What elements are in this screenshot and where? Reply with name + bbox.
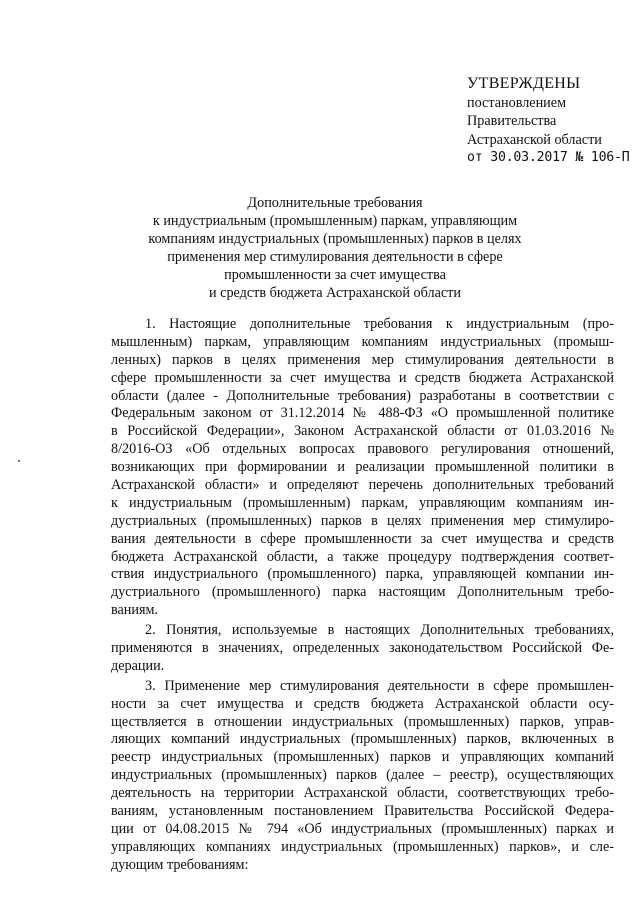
text-line: 2. Понятия, используемые в настоящих Дополнительных требованиях, (145, 622, 614, 639)
text-line: дующим требованиям: (111, 856, 249, 873)
approval-stamp (467, 74, 637, 168)
paragraph-2 (111, 622, 614, 676)
text-line: дустриального (промышленного) парка настоящим Дополнительным требо- (111, 584, 614, 601)
approval-line: Астраханской области (467, 131, 602, 148)
approval-date: от 30.03.2017 № 106-П (467, 150, 630, 166)
text-line: Астраханской области» и определяют перечень дополнительных требований (111, 477, 614, 494)
text-line: мышленным) паркам, управляющим компаниям индустриальных (промыш- (111, 333, 614, 350)
text-line: ленных) парков в целях применения мер стимулирования деятельности в (111, 351, 614, 368)
text-line: ваниям, установленным постановлением Правительства Российской Федера- (111, 803, 614, 820)
text-line: ваниям. (111, 602, 159, 619)
text-line: вания деятельности в сфере промышленности за счет имущества и средств (111, 530, 614, 547)
text-line: ществляется в отношении индустриальных (промышленных) парков, управ- (111, 713, 614, 730)
text-line: к индустриальным (промышленным) паркам, управляющим компаниям ин- (111, 494, 614, 511)
title-line: компаниям индустриальных (промышленных) парков в целях (148, 230, 522, 247)
text-line: реестр индустриальных (промышленных) парков и управляющих компаний (111, 749, 614, 766)
text-line: дустриальных (промышленных) парков в целях применения мер стимулиро- (111, 512, 614, 529)
text-line: ности за счет имущества и средств бюджета Астраханской области осу- (111, 695, 614, 712)
text-line: 1. Настоящие дополнительные требования к индустриальным (про- (145, 316, 614, 332)
title-line: к индустриальным (промышленным) паркам, управляющим (152, 212, 518, 229)
approval-line: Правительства (467, 113, 557, 130)
text-line: 8/2016-ОЗ «Об отдельных вопросах правового регулирования отношений, (111, 441, 614, 458)
text-line: возникающих при формировании и реализации промышленной политики в (111, 459, 614, 476)
text-line: ляющих компаний индустриальных (промышленных) парков, включенных в (111, 731, 614, 748)
text-line: индустриальных (промышленных) парков (далее – реестр), осуществляющих (111, 767, 614, 784)
text-line: ствия индустриального (промышленного) парка, управляющей компании ин- (111, 566, 614, 583)
approval-line: постановлением (467, 95, 567, 111)
paragraph-1 (111, 316, 614, 620)
title-line: промышленности за счет имущества (224, 266, 446, 283)
text-line: управляющих компаниях индустриальных (промышленных) парков», и сле- (111, 838, 614, 855)
text-line: применяются в значениях, определенных законодательством Российской Фе- (111, 640, 614, 657)
document-title (95, 195, 575, 302)
text-line: бюджета Астраханской области, а также процедуру подтверждения соответ- (111, 548, 614, 565)
approval-title: УТВЕРЖДЕНЫ (467, 75, 581, 92)
text-line: деятельность на территории Астраханской области, соответствующих требо- (111, 785, 614, 802)
text-line: ции от 04.08.2015 № 794 «Об индустриальных (промышленных) парках и (111, 820, 614, 837)
title-line: и средств бюджета Астраханской области (209, 284, 461, 301)
scan-speck (18, 460, 20, 462)
title-line: применения мер стимулирования деятельности в сфере (167, 248, 503, 265)
paragraph-3 (111, 678, 614, 875)
text-line: области (далее - Дополнительные требования) разработаны в соответствии с (111, 387, 614, 404)
text-line: сфере промышленности за счет имущества и средств бюджета Астраханской (111, 369, 614, 386)
title-line: Дополнительные требования (247, 195, 423, 211)
document-body (111, 316, 614, 875)
text-line: 3. Применение мер стимулирования деятельности в сфере промышлен- (145, 677, 614, 694)
text-line: дерации. (111, 657, 165, 674)
text-line: Федеральным законом от 31.12.2014 № 488-ФЗ «О промышленной политике (111, 405, 614, 422)
text-line: в Российской Федерации», Законом Астраханской области от 01.03.2016 № (111, 423, 614, 440)
